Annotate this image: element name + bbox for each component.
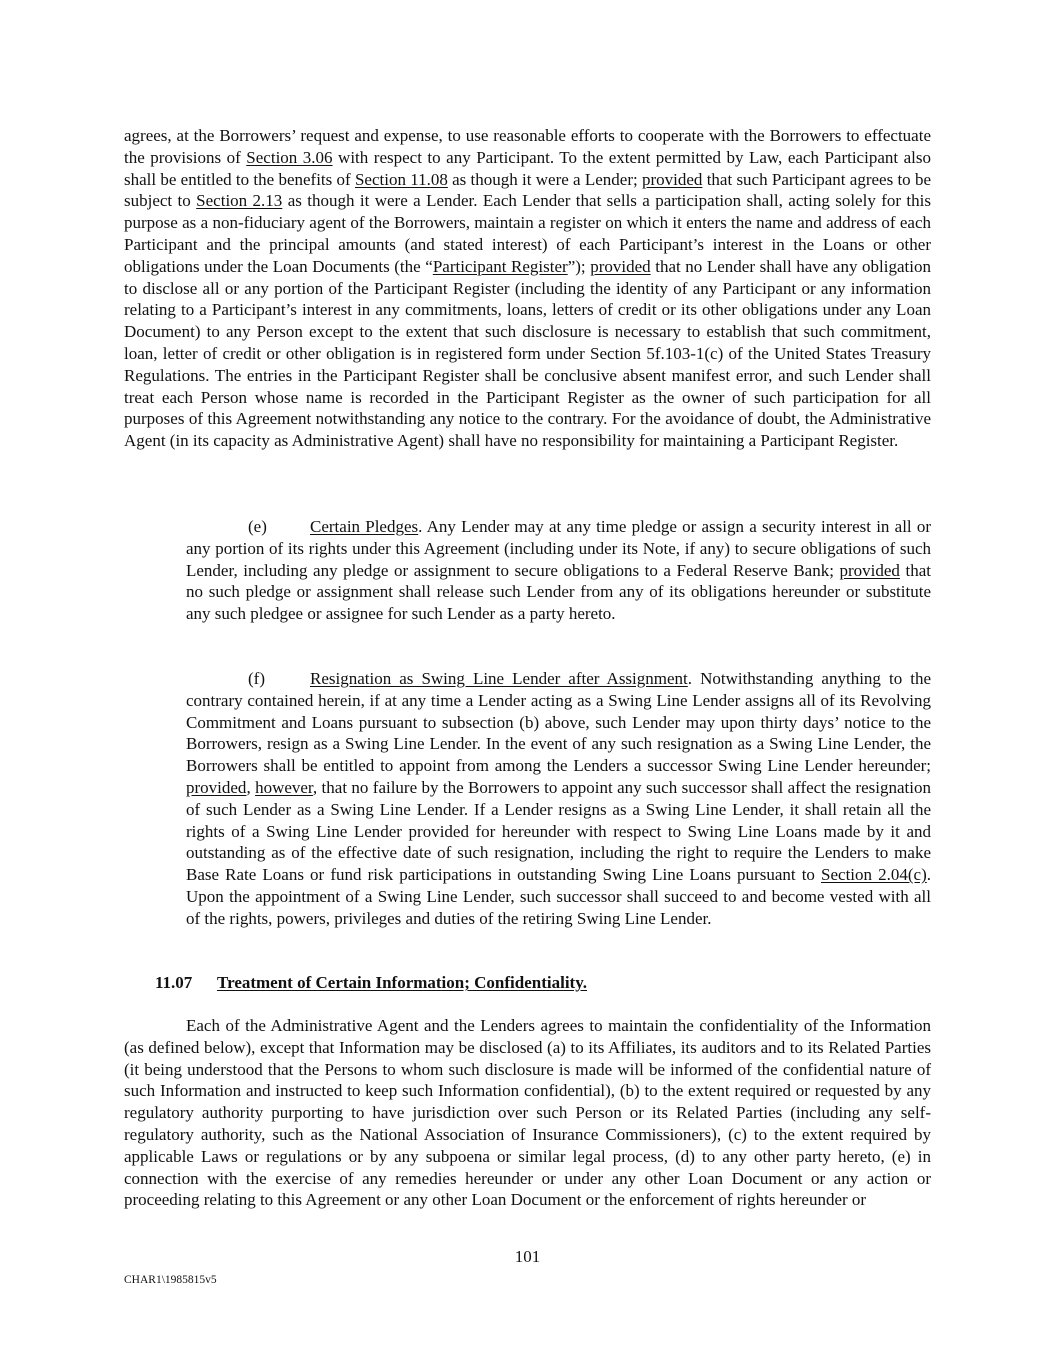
section-ref: Section 11.08 bbox=[354, 169, 448, 189]
defined-term: provided bbox=[641, 169, 703, 189]
subsection-label: (e) bbox=[248, 517, 267, 536]
defined-term: provided bbox=[839, 560, 900, 580]
paragraph-participant-register: agrees, at the Borrowers’ request and expense, to use reasonable efforts to cooperate with the Borrowers to effectuate the provisions of Section 3.06 with respect to any Participant. To the extent permitted by Law, each Participant also shall be entitled to the benefits of Section 11.08 as though it were a Lender; provided that such Participant agrees to be subject to Section 2.13 as though it were a Lender. Each Lender that sells a participation shall, acting solely for this purpose as a non-fiduciary agent of the Borrowers, maintain a register on which it enters the name and address of each Participant and the principal amounts (and stated interest) of each Participant’s interest in the Loans or other obligations under the Loan Documents (the “Participant Register”); provided that no Lender shall have any obligation to disclose all or any portion of the Participant Register (including the identity of any Participant or any information relating to a Participant’s interest in any commitments, loans, letters of credit or its other obligations under any Loan Document) to any Person except to the extent that such disclosure is necessary to establish that such commitment, loan, letter of credit or other obligation is in registered form under Section 5f.103-1(c) of the United States Treasury Regulations. The entries in the Participant Register shall be conclusive absent manifest error, and such Lender shall treat each Person whose name is recorded in the Participant Register as the owner of such participation for all purposes of this Agreement notwithstanding any notice to the contrary. For the avoidance of doubt, the Administrative Agent (in its capacity as Administrative Agent) shall have no responsibility for maintaining a Participant Register. bbox=[124, 126, 931, 451]
defined-term: Participant Register bbox=[432, 256, 568, 276]
defined-term: provided bbox=[186, 777, 247, 797]
subsection-f: (f) Resignation as Swing Line Lender after Assignment. Notwithstanding anything to the contrary contained herein, if at any time a Lender acting as a Swing Line Lender assigns all of its Revolving Commitment and Loans pursuant to subsection (b) above, such Lender may upon thirty days’ notice to the Borrowers, resign as a Swing Line Lender. In the event of any such resignation as a Swing Line Lender, the Borrowers shall be entitled to appoint from among the Lenders a successor Swing Line Lender hereunder; provided, however, that no failure by the Borrowers to appoint any such successor shall affect the resignation of such Lender as a Swing Line Lender. If a Lender resigns as a Swing Line Lender, it shall retain all the rights of a Swing Line Lender provided for hereunder with respect to Swing Line Loans made by it and outstanding as of the effective date of such resignation, including the right to require the Lenders to make Base Rate Loans or fund risk participations in outstanding Swing Line Loans pursuant to Section 2.04(c). Upon the appointment of a Swing Line Lender, such successor shall succeed to and become vested with all of the rights, powers, privileges and duties of the retiring Swing Line Lender. bbox=[186, 669, 932, 928]
subsection-title: Resignation as Swing Line Lender after Assignment bbox=[310, 669, 688, 688]
section-ref: Section 2.04(c) bbox=[821, 865, 927, 885]
section-heading bbox=[155, 972, 587, 994]
document-id: CHAR1\1985815v5 bbox=[124, 1274, 217, 1286]
subsection-title: Certain Pledges bbox=[310, 517, 419, 536]
page-number: 101 bbox=[514, 1247, 541, 1266]
section-number: 11.07 bbox=[155, 973, 193, 992]
section-ref: Section 3.06 bbox=[246, 147, 333, 167]
section-ref: Section 2.13 bbox=[196, 191, 283, 211]
section-title: Treatment of Certain Information; Confidentiality. bbox=[217, 973, 588, 992]
paragraph-confidentiality: Each of the Administrative Agent and the Lenders agrees to maintain the confidentiality of the Information (as defined below), except that Information may be disclosed (a) to its Affiliates, its auditors and to its Related Parties (it being understood that the Persons to whom such disclosure is made will be informed of the confidential nature of such Information and instructed to keep such Information confidential), (b) to the extent required or requested by any regulatory authority purporting to have jurisdiction over such Person or its Related Parties (including any self-regulatory authority, such as the National Association of Insurance Commissioners), (c) to the extent required by applicable Laws or regulations or by any subpoena or similar legal process, (d) to any other party hereto, (e) in connection with the exercise of any remedies hereunder or under any other Loan Document or any action or proceeding relating to this Agreement or any other Loan Document or the enforcement of rights hereunder or bbox=[124, 1016, 931, 1210]
defined-term: provided bbox=[590, 256, 651, 276]
subsection-label: (f) bbox=[248, 669, 265, 688]
subsection-e: (e) Certain Pledges. Any Lender may at any time pledge or assign a security interest in all or any portion of its rights under this Agreement (including under its Note, if any) to secure obligations of such Lender, including any pledge or assignment to secure obligations to a Federal Reserve Bank; provided that no such pledge or assignment shall release such Lender from any of its obligations hereunder or substitute any such pledgee or assignee for such Lender as a party hereto. bbox=[186, 517, 932, 624]
defined-term: however bbox=[255, 777, 313, 797]
